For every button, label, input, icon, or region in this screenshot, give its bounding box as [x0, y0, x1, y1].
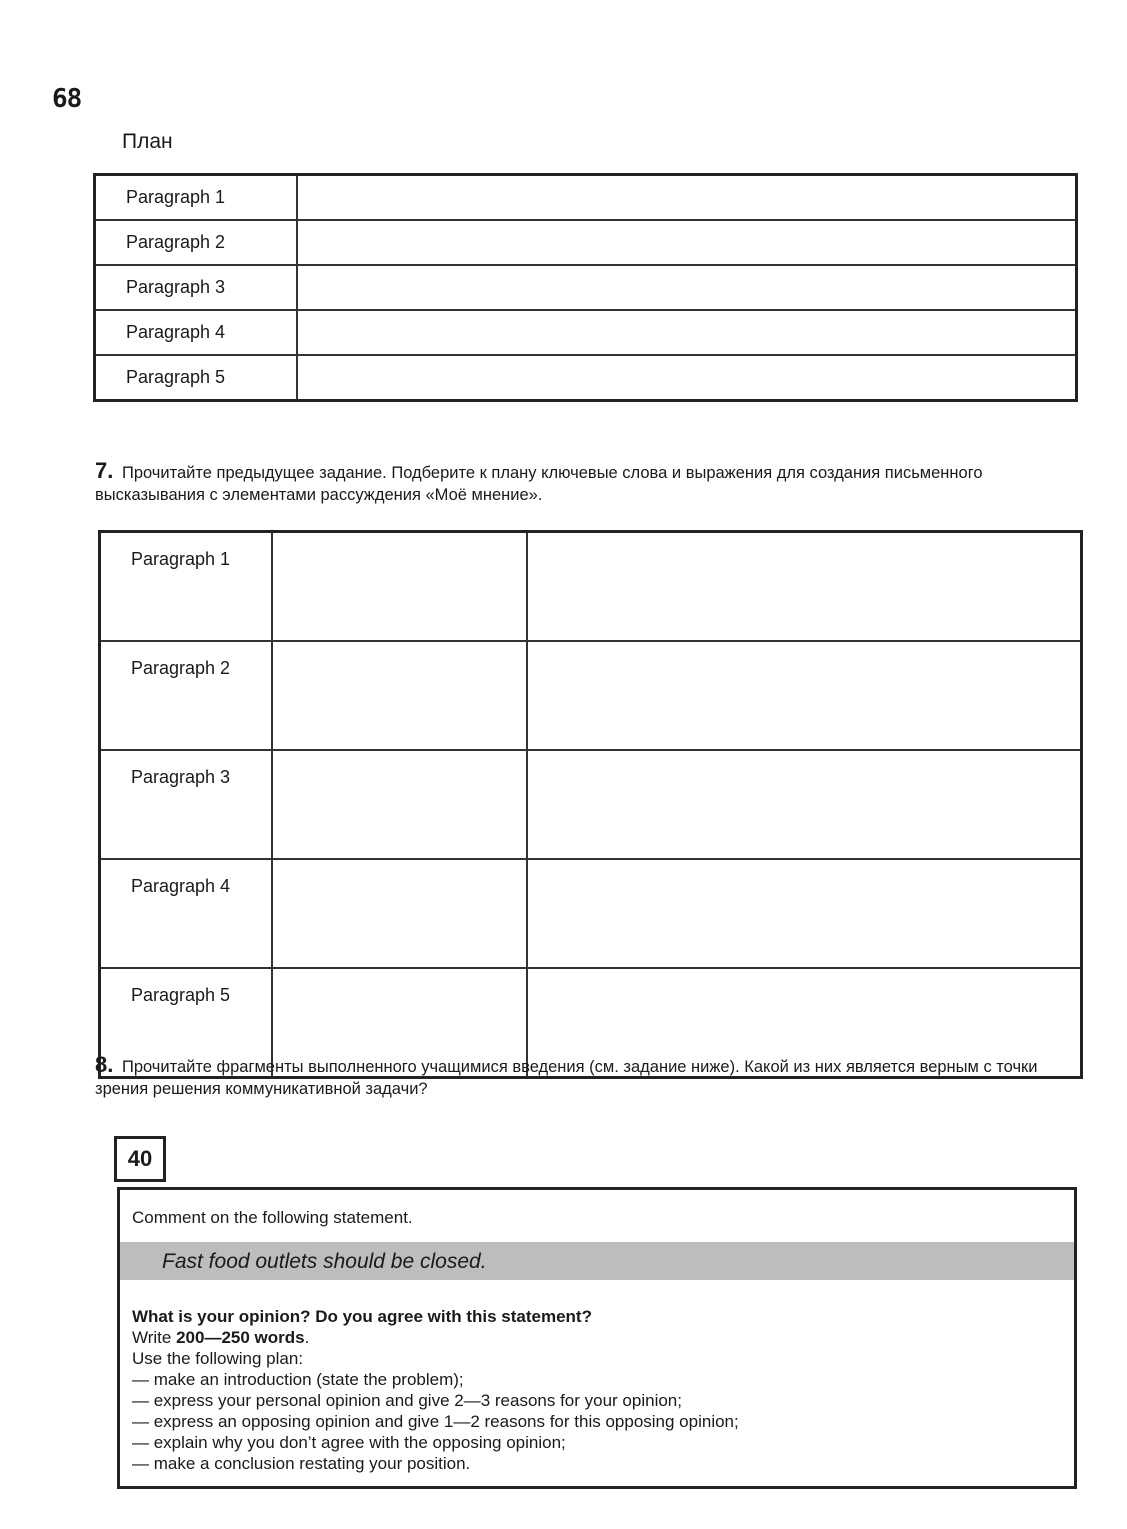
- answer-cell[interactable]: [527, 641, 1082, 750]
- plan-item: — explain why you don’t agree with the opposing opinion;: [132, 1433, 566, 1452]
- task-7: [95, 460, 1080, 506]
- paragraph-label: Paragraph 5: [95, 355, 298, 401]
- answer-cell[interactable]: [272, 641, 527, 750]
- statement-band: [120, 1242, 1074, 1280]
- plan-title: План: [122, 130, 173, 153]
- table-row: [100, 750, 1082, 859]
- task-number: 7.: [95, 458, 114, 483]
- task-text: Прочитайте фрагменты выполненного учащимися введения (см. задание ниже). Какой из них является верным с точки зрения решения коммуникативной задачи?: [95, 1058, 1038, 1098]
- assignment-intro: Comment on the following statement.: [132, 1208, 413, 1227]
- paragraph-label: Paragraph 1: [95, 175, 298, 221]
- table-row: [95, 355, 1077, 401]
- answer-cell[interactable]: [527, 532, 1082, 642]
- answer-cell[interactable]: [297, 355, 1077, 401]
- paragraph-label: Paragraph 2: [95, 220, 298, 265]
- table-row: [95, 265, 1077, 310]
- paragraph-label: Paragraph 3: [100, 750, 273, 859]
- plan-item: — express your personal opinion and give 2—3 reasons for your opinion;: [132, 1391, 682, 1410]
- paragraph-label: Paragraph 5: [100, 968, 273, 1078]
- answer-cell[interactable]: [527, 859, 1082, 968]
- plan-table: [93, 173, 1078, 402]
- task-8: [95, 1054, 1080, 1100]
- table-row: [95, 175, 1077, 221]
- answer-cell[interactable]: [272, 750, 527, 859]
- paragraph-label: Paragraph 4: [100, 859, 273, 968]
- paragraph-label: Paragraph 3: [95, 265, 298, 310]
- statement-text: Fast food outlets should be closed.: [162, 1250, 487, 1273]
- paragraph-label: Paragraph 2: [100, 641, 273, 750]
- exam-task-number: 40: [114, 1136, 166, 1182]
- plan-intro: Use the following plan:: [132, 1349, 304, 1368]
- answer-cell[interactable]: [272, 859, 527, 968]
- word-count: 200—250 words: [176, 1328, 305, 1347]
- assignment-question: What is your opinion? Do you agree with this statement?: [132, 1307, 592, 1326]
- table-row: [100, 532, 1082, 642]
- assignment-box: [117, 1187, 1077, 1489]
- answer-cell[interactable]: [297, 265, 1077, 310]
- write-suffix: .: [304, 1328, 310, 1347]
- keywords-table: [98, 530, 1083, 1079]
- table-row: [100, 859, 1082, 968]
- task-text: Прочитайте предыдущее задание. Подберите к плану ключевые слова и выражения для создания письменного высказывания с элементами рассуждения «Моё мнение».: [95, 464, 983, 504]
- answer-cell[interactable]: [297, 220, 1077, 265]
- assignment-instructions: [132, 1306, 739, 1474]
- answer-cell[interactable]: [527, 750, 1082, 859]
- plan-item: — express an opposing opinion and give 1—2 reasons for this opposing opinion;: [132, 1412, 739, 1431]
- task-number: 8.: [95, 1052, 114, 1077]
- answer-cell[interactable]: [297, 175, 1077, 221]
- paragraph-label: Paragraph 4: [95, 310, 298, 355]
- answer-cell[interactable]: [297, 310, 1077, 355]
- table-row: [100, 641, 1082, 750]
- page-number: 68: [52, 84, 82, 114]
- paragraph-label: Paragraph 1: [100, 532, 273, 642]
- write-prefix: Write: [132, 1328, 177, 1347]
- plan-item: — make a conclusion restating your position.: [132, 1454, 471, 1473]
- table-row: [95, 220, 1077, 265]
- plan-item: — make an introduction (state the problem);: [132, 1370, 464, 1389]
- table-row: [95, 310, 1077, 355]
- word-count-line: [132, 1327, 739, 1348]
- answer-cell[interactable]: [272, 532, 527, 642]
